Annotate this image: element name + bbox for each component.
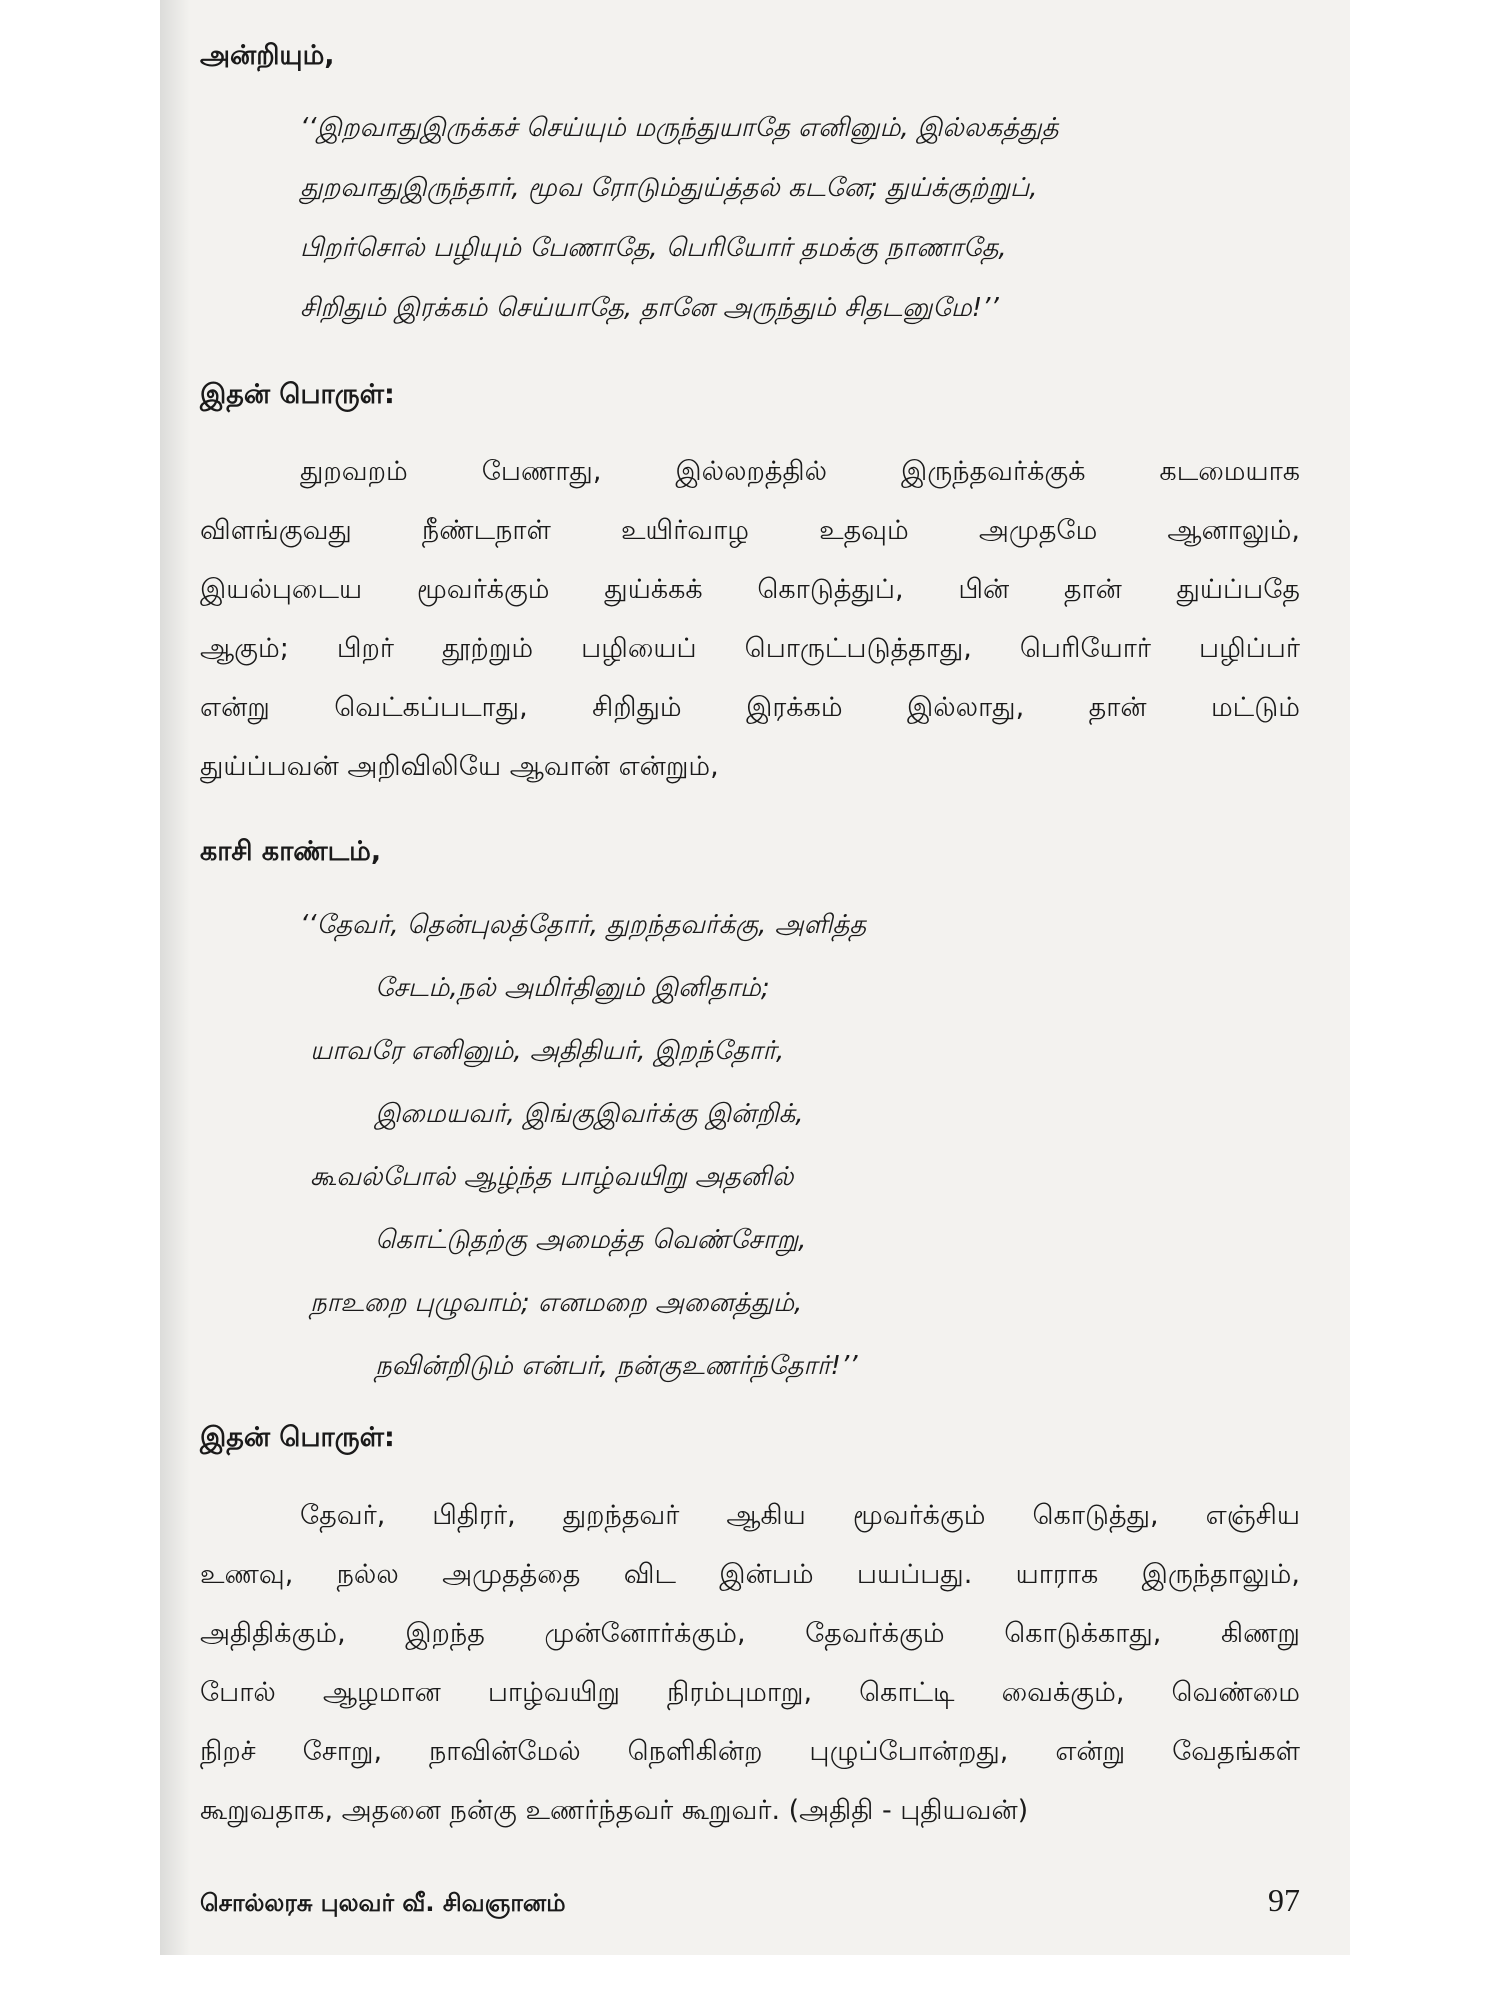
verse-line: கூவல்போல் ஆழ்ந்த பாழ்வயிறு அதனில் (310, 1162, 794, 1192)
verse-line: சிறிதும் இரக்கம் செய்யாதே, தானே அருந்தும் சிதடனுமே!’’ (300, 293, 999, 323)
verse-line: ‘‘இறவாதுஇருக்கச் செய்யும் மருந்துயாதே எனினும், இல்லகத்துத் (300, 113, 1059, 143)
meaning-line: இயல்புடைய மூவர்க்கும் துய்க்கக் கொடுத்துப், பின் தான் துய்ப்பதே (200, 574, 1300, 605)
meaning-line: போல் ஆழமான பாழ்வயிறு நிரம்புமாறு, கொட்டி வைக்கும், வெண்மை (200, 1677, 1300, 1708)
verse-line: ‘‘தேவர், தென்புலத்தோர், துறந்தவர்க்கு, அளித்த (300, 910, 867, 940)
meaning-heading: இதன் பொருள்: (200, 1422, 395, 1453)
meaning-line: அதிதிக்கும், இறந்த முன்னோர்க்கும், தேவர்க்கும் கொடுக்காது, கிணறு (200, 1618, 1300, 1649)
section-heading-kasi-kandam: காசி காண்டம், (200, 836, 382, 867)
meaning-line: விளங்குவது நீண்டநாள் உயிர்வாழ உதவும் அமுதமே ஆனாலும், (200, 515, 1300, 546)
verse-line: கொட்டுதற்கு அமைத்த வெண்சோறு, (375, 1225, 807, 1255)
meaning-line: ஆகும்; பிறர் தூற்றும் பழியைப் பொருட்படுத்தாது, பெரியோர் பழிப்பர் (200, 633, 1300, 664)
meaning-line: கூறுவதாக, அதனை நன்கு உணர்ந்தவர் கூறுவர். (அதிதி - புதியவன்) (200, 1795, 1029, 1826)
verse-line: சேடம்,நல் அமிர்தினும் இனிதாம்; (375, 973, 770, 1003)
verse-line: இமையவர், இங்குஇவர்க்கு இன்றிக், (375, 1099, 804, 1129)
meaning-heading: இதன் பொருள்: (200, 379, 395, 410)
meaning-line: நிறச் சோறு, நாவின்மேல் நெளிகின்ற புழுப்போன்றது, என்று வேதங்கள் (200, 1736, 1300, 1767)
verse-line: நாஉறை புழுவாம்; எனமறை அனைத்தும், (310, 1288, 803, 1318)
verse-line: நவின்றிடும் என்பர், நன்குஉணர்ந்தோர்!’’ (375, 1351, 858, 1381)
meaning-line: உணவு, நல்ல அமுதத்தை விட இன்பம் பயப்பது. யாராக இருந்தாலும், (200, 1559, 1300, 1590)
verse-line: பிறர்சொல் பழியும் பேணாதே, பெரியோர் தமக்கு நாணாதே, (300, 233, 1007, 263)
footer-author: சொல்லரசு புலவர் வீ. சிவஞானம் (200, 1889, 566, 1917)
verse-line: யாவரே எனினும், அதிதியர், இறந்தோர், (310, 1036, 785, 1066)
meaning-line: துறவறம் பேணாது, இல்லறத்தில் இருந்தவர்க்குக் கடமையாக (300, 456, 1300, 487)
meaning-line: துய்ப்பவன் அறிவிலியே ஆவான் என்றும், (200, 751, 719, 782)
page-number: 97 (1268, 1882, 1300, 1918)
meaning-line: தேவர், பிதிரர், துறந்தவர் ஆகிய மூவர்க்கும் கொடுத்து, எஞ்சிய (300, 1500, 1300, 1531)
verse-line: துறவாதுஇருந்தார், மூவ ரோடும்துய்த்தல் கடனே; துய்க்குற்றுப், (300, 173, 1038, 203)
section-heading-anriyum: அன்றியும், (200, 40, 335, 71)
meaning-line: என்று வெட்கப்படாது, சிறிதும் இரக்கம் இல்லாது, தான் மட்டும் (200, 692, 1300, 723)
page-gutter-shadow (160, 0, 190, 1955)
